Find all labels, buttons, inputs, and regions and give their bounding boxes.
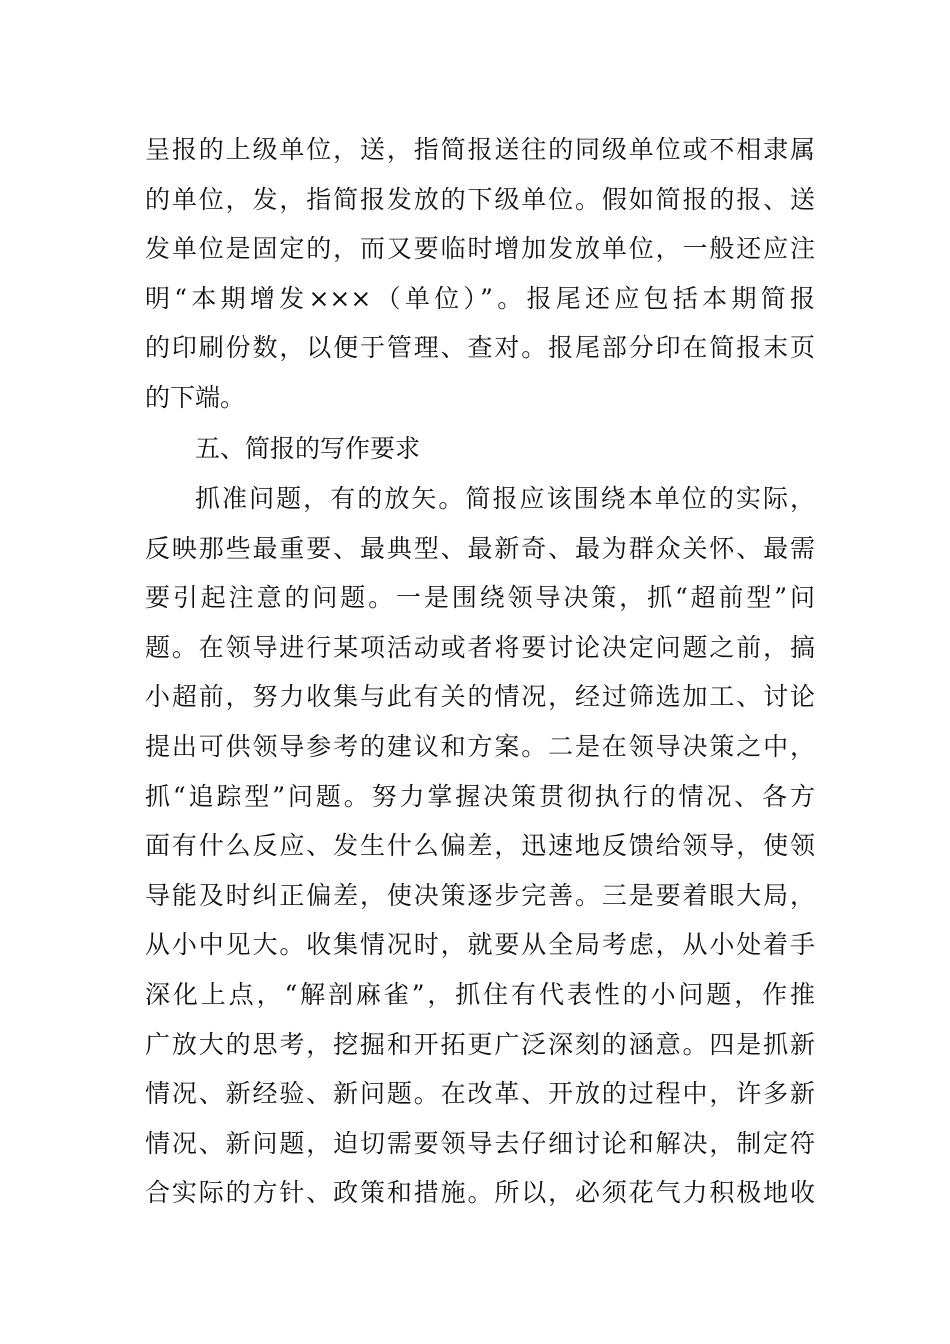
text-line: 导能及时纠正偏差，使决策逐步完善。三是要着眼大局，	[145, 880, 815, 910]
text-line: 的下端。	[145, 383, 246, 412]
text-line: 要引起注意的问题。一是围绕领导决策，抓“超前型”问	[145, 583, 815, 613]
text-line: 从小中见大。收集情况时，就要从全局考虑，从小处着手	[145, 930, 815, 960]
text-line: 情况、新经验、新问题。在改革、开放的过程中，许多新	[145, 1079, 815, 1109]
text-line: 小超前，努力收集与此有关的情况，经过筛选加工、讨论	[145, 682, 815, 712]
text-line: 合实际的方针、政策和措施。所以，必须花气力积极地收	[145, 1178, 815, 1208]
text-line: 发单位是固定的，而又要临时增加发放单位，一般还应注	[145, 234, 815, 264]
text-line: 深化上点，“解剖麻雀”，抓住有代表性的小问题，作推	[145, 980, 815, 1009]
text-line: 的单位，发，指简报发放的下级单位。假如简报的报、送	[145, 184, 815, 214]
text-line: 广放大的思考，挖掘和开拓更广泛深刻的涵意。四是抓新	[145, 1029, 815, 1059]
text-line: 明“本期增发×××（单位）”。报尾还应包括本期简报	[145, 283, 815, 313]
text-line: 抓“追踪型”问题。努力掌握决策贯彻执行的情况、各方	[145, 781, 815, 811]
text-line: 呈报的上级单位，送，指简报送往的同级单位或不相隶属	[145, 135, 815, 164]
text-line: 抓准问题，有的放矢。简报应该围绕本单位的实际，	[195, 484, 815, 513]
text-line: 反映那些最重要、最典型、最新奇、最为群众关怀、最需	[145, 533, 815, 563]
text-line: 情况、新问题，迫切需要领导去仔细讨论和解决，制定符	[145, 1128, 815, 1158]
section-heading: 五、简报的写作要求	[195, 434, 421, 463]
text-line: 提出可供领导参考的建议和方案。二是在领导决策之中，	[145, 732, 815, 761]
text-line: 面有什么反应、发生什么偏差，迅速地反馈给领导，使领	[145, 831, 815, 861]
text-line: 的印刷份数，以便于管理、查对。报尾部分印在简报末页	[145, 333, 815, 363]
text-line: 题。在领导进行某项活动或者将要讨论决定问题之前，搞	[145, 632, 815, 662]
